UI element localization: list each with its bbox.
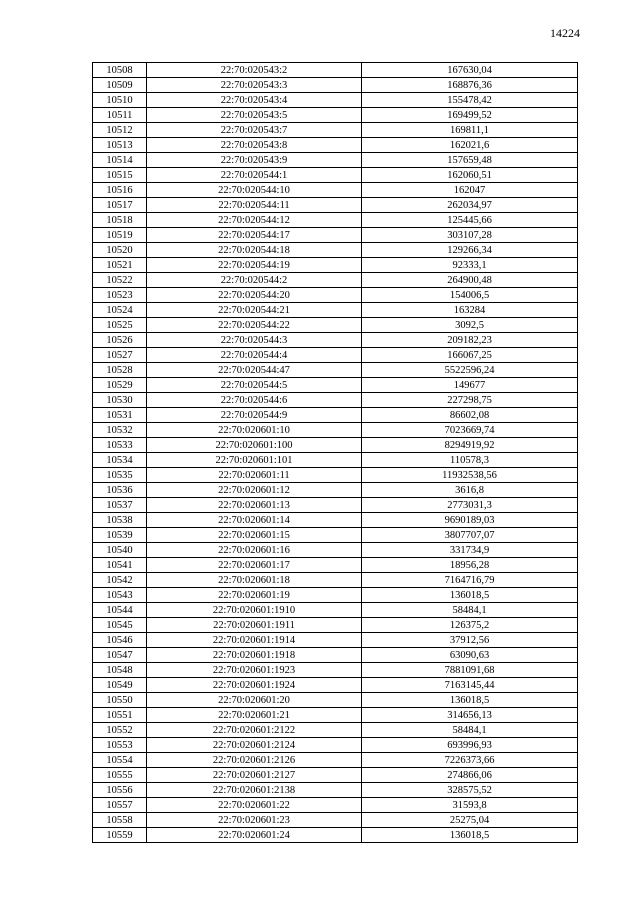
cadastral-number-cell: 22:70:020601:2124: [147, 738, 362, 753]
row-number-cell: 10529: [93, 378, 147, 393]
table-row: [93, 783, 578, 798]
value-cell: 136018,5: [362, 588, 578, 603]
table-row: [93, 573, 578, 588]
table-row: [93, 618, 578, 633]
table-row: [93, 453, 578, 468]
table-row: [93, 273, 578, 288]
table-row: [93, 768, 578, 783]
cadastral-number-cell: 22:70:020601:1923: [147, 663, 362, 678]
table-row: [93, 183, 578, 198]
cadastral-number-cell: 22:70:020601:12: [147, 483, 362, 498]
table-row: [93, 228, 578, 243]
table-row: [93, 498, 578, 513]
value-cell: 314656,13: [362, 708, 578, 723]
value-cell: 9690189,03: [362, 513, 578, 528]
value-cell: 167630,04: [362, 63, 578, 78]
value-cell: 209182,23: [362, 333, 578, 348]
value-cell: 7881091,68: [362, 663, 578, 678]
value-cell: 8294919,92: [362, 438, 578, 453]
table-row: [93, 438, 578, 453]
table-row: [93, 828, 578, 843]
cadastral-number-cell: 22:70:020544:20: [147, 288, 362, 303]
cadastral-number-cell: 22:70:020601:2122: [147, 723, 362, 738]
cadastral-number-cell: 22:70:020601:19: [147, 588, 362, 603]
value-cell: 7023669,74: [362, 423, 578, 438]
value-cell: 162047: [362, 183, 578, 198]
cadastral-number-cell: 22:70:020544:18: [147, 243, 362, 258]
value-cell: 303107,28: [362, 228, 578, 243]
row-number-cell: 10515: [93, 168, 147, 183]
row-number-cell: 10558: [93, 813, 147, 828]
row-number-cell: 10517: [93, 198, 147, 213]
cadastral-number-cell: 22:70:020544:47: [147, 363, 362, 378]
row-number-cell: 10548: [93, 663, 147, 678]
row-number-cell: 10549: [93, 678, 147, 693]
table-row: [93, 588, 578, 603]
cadastral-number-cell: 22:70:020543:8: [147, 138, 362, 153]
table-row: [93, 513, 578, 528]
row-number-cell: 10519: [93, 228, 147, 243]
table-row: [93, 198, 578, 213]
row-number-cell: 10551: [93, 708, 147, 723]
row-number-cell: 10556: [93, 783, 147, 798]
cadastral-number-cell: 22:70:020543:2: [147, 63, 362, 78]
cadastral-number-cell: 22:70:020601:17: [147, 558, 362, 573]
table-row: [93, 558, 578, 573]
cadastral-number-cell: 22:70:020544:19: [147, 258, 362, 273]
value-cell: 7226373,66: [362, 753, 578, 768]
table-row: [93, 528, 578, 543]
cadastral-number-cell: 22:70:020601:15: [147, 528, 362, 543]
cadastral-number-cell: 22:70:020601:10: [147, 423, 362, 438]
value-cell: 3092,5: [362, 318, 578, 333]
row-number-cell: 10532: [93, 423, 147, 438]
row-number-cell: 10528: [93, 363, 147, 378]
value-cell: 31593,8: [362, 798, 578, 813]
cadastral-number-cell: 22:70:020601:1914: [147, 633, 362, 648]
cadastral-number-cell: 22:70:020544:22: [147, 318, 362, 333]
row-number-cell: 10540: [93, 543, 147, 558]
table-row: [93, 213, 578, 228]
value-cell: 7164716,79: [362, 573, 578, 588]
cadastral-number-cell: 22:70:020601:2138: [147, 783, 362, 798]
row-number-cell: 10530: [93, 393, 147, 408]
table-row: [93, 753, 578, 768]
value-cell: 7163145,44: [362, 678, 578, 693]
value-cell: 58484,1: [362, 723, 578, 738]
page-number: 14224: [550, 26, 580, 40]
row-number-cell: 10518: [93, 213, 147, 228]
value-cell: 136018,5: [362, 693, 578, 708]
row-number-cell: 10522: [93, 273, 147, 288]
value-cell: 18956,28: [362, 558, 578, 573]
value-cell: 37912,56: [362, 633, 578, 648]
cadastral-number-cell: 22:70:020601:11: [147, 468, 362, 483]
value-cell: 126375,2: [362, 618, 578, 633]
table-row: [93, 93, 578, 108]
table-row: [93, 708, 578, 723]
table-row: [93, 723, 578, 738]
value-cell: 58484,1: [362, 603, 578, 618]
row-number-cell: 10523: [93, 288, 147, 303]
cadastral-number-cell: 22:70:020544:10: [147, 183, 362, 198]
row-number-cell: 10508: [93, 63, 147, 78]
table-row: [93, 138, 578, 153]
cadastral-number-cell: 22:70:020544:4: [147, 348, 362, 363]
cadastral-number-cell: 22:70:020543:5: [147, 108, 362, 123]
table-row: [93, 393, 578, 408]
cadastral-number-cell: 22:70:020544:21: [147, 303, 362, 318]
value-cell: 2773031,3: [362, 498, 578, 513]
row-number-cell: 10537: [93, 498, 147, 513]
table-row: [93, 153, 578, 168]
row-number-cell: 10554: [93, 753, 147, 768]
cadastral-number-cell: 22:70:020601:100: [147, 438, 362, 453]
row-number-cell: 10550: [93, 693, 147, 708]
value-cell: 227298,75: [362, 393, 578, 408]
table-row: [93, 678, 578, 693]
value-cell: 63090,63: [362, 648, 578, 663]
cadastral-number-cell: 22:70:020601:1918: [147, 648, 362, 663]
row-number-cell: 10533: [93, 438, 147, 453]
value-cell: 110578,3: [362, 453, 578, 468]
table-row: [93, 318, 578, 333]
table-row: [93, 78, 578, 93]
table-row: [93, 108, 578, 123]
table-row: [93, 648, 578, 663]
cadastral-number-cell: 22:70:020601:1924: [147, 678, 362, 693]
cadastral-number-cell: 22:70:020601:18: [147, 573, 362, 588]
table-body: [93, 63, 578, 843]
table-row: [93, 663, 578, 678]
row-number-cell: 10539: [93, 528, 147, 543]
table-row: [93, 468, 578, 483]
cadastral-number-cell: 22:70:020543:4: [147, 93, 362, 108]
table-row: [93, 333, 578, 348]
value-cell: 162021,6: [362, 138, 578, 153]
table-row: [93, 63, 578, 78]
table-row: [93, 348, 578, 363]
row-number-cell: 10514: [93, 153, 147, 168]
value-cell: 125445,66: [362, 213, 578, 228]
row-number-cell: 10512: [93, 123, 147, 138]
table-row: [93, 813, 578, 828]
table-row: [93, 798, 578, 813]
value-cell: 262034,97: [362, 198, 578, 213]
cadastral-number-cell: 22:70:020544:6: [147, 393, 362, 408]
value-cell: 274866,06: [362, 768, 578, 783]
row-number-cell: 10526: [93, 333, 147, 348]
row-number-cell: 10524: [93, 303, 147, 318]
cadastral-number-cell: 22:70:020601:24: [147, 828, 362, 843]
cadastral-number-cell: 22:70:020543:9: [147, 153, 362, 168]
table-row: [93, 363, 578, 378]
table-row: [93, 543, 578, 558]
row-number-cell: 10534: [93, 453, 147, 468]
cadastral-number-cell: 22:70:020543:7: [147, 123, 362, 138]
cadastral-number-cell: 22:70:020601:1911: [147, 618, 362, 633]
cadastral-number-cell: 22:70:020601:1910: [147, 603, 362, 618]
value-cell: 5522596,24: [362, 363, 578, 378]
cadastral-table: [92, 62, 578, 843]
value-cell: 25275,04: [362, 813, 578, 828]
row-number-cell: 10536: [93, 483, 147, 498]
row-number-cell: 10541: [93, 558, 147, 573]
row-number-cell: 10555: [93, 768, 147, 783]
row-number-cell: 10510: [93, 93, 147, 108]
value-cell: 693996,93: [362, 738, 578, 753]
row-number-cell: 10557: [93, 798, 147, 813]
table-row: [93, 168, 578, 183]
value-cell: 11932538,56: [362, 468, 578, 483]
row-number-cell: 10547: [93, 648, 147, 663]
value-cell: 166067,25: [362, 348, 578, 363]
cadastral-number-cell: 22:70:020544:2: [147, 273, 362, 288]
value-cell: 92333,1: [362, 258, 578, 273]
cadastral-number-cell: 22:70:020544:12: [147, 213, 362, 228]
value-cell: 169499,52: [362, 108, 578, 123]
value-cell: 3616,8: [362, 483, 578, 498]
cadastral-number-cell: 22:70:020601:2127: [147, 768, 362, 783]
table-row: [93, 288, 578, 303]
cadastral-number-cell: 22:70:020543:3: [147, 78, 362, 93]
row-number-cell: 10535: [93, 468, 147, 483]
row-number-cell: 10525: [93, 318, 147, 333]
row-number-cell: 10531: [93, 408, 147, 423]
cadastral-number-cell: 22:70:020601:101: [147, 453, 362, 468]
cadastral-number-cell: 22:70:020601:16: [147, 543, 362, 558]
row-number-cell: 10520: [93, 243, 147, 258]
value-cell: 163284: [362, 303, 578, 318]
table-row: [93, 258, 578, 273]
cadastral-number-cell: 22:70:020601:22: [147, 798, 362, 813]
cadastral-number-cell: 22:70:020544:3: [147, 333, 362, 348]
cadastral-number-cell: 22:70:020601:13: [147, 498, 362, 513]
cadastral-number-cell: 22:70:020544:11: [147, 198, 362, 213]
cadastral-number-cell: 22:70:020601:14: [147, 513, 362, 528]
cadastral-number-cell: 22:70:020601:21: [147, 708, 362, 723]
table-row: [93, 123, 578, 138]
value-cell: 157659,48: [362, 153, 578, 168]
value-cell: 155478,42: [362, 93, 578, 108]
cadastral-number-cell: 22:70:020544:9: [147, 408, 362, 423]
row-number-cell: 10538: [93, 513, 147, 528]
row-number-cell: 10544: [93, 603, 147, 618]
value-cell: 149677: [362, 378, 578, 393]
row-number-cell: 10511: [93, 108, 147, 123]
row-number-cell: 10545: [93, 618, 147, 633]
value-cell: 129266,34: [362, 243, 578, 258]
cadastral-number-cell: 22:70:020544:17: [147, 228, 362, 243]
cadastral-number-cell: 22:70:020544:5: [147, 378, 362, 393]
value-cell: 154006,5: [362, 288, 578, 303]
value-cell: 331734,9: [362, 543, 578, 558]
row-number-cell: 10513: [93, 138, 147, 153]
row-number-cell: 10521: [93, 258, 147, 273]
row-number-cell: 10552: [93, 723, 147, 738]
value-cell: 3807707,07: [362, 528, 578, 543]
table-row: [93, 603, 578, 618]
value-cell: 264900,48: [362, 273, 578, 288]
value-cell: 162060,51: [362, 168, 578, 183]
row-number-cell: 10553: [93, 738, 147, 753]
value-cell: 86602,08: [362, 408, 578, 423]
table-row: [93, 423, 578, 438]
row-number-cell: 10543: [93, 588, 147, 603]
table-row: [93, 738, 578, 753]
row-number-cell: 10542: [93, 573, 147, 588]
row-number-cell: 10527: [93, 348, 147, 363]
table-row: [93, 378, 578, 393]
cadastral-number-cell: 22:70:020601:20: [147, 693, 362, 708]
cadastral-number-cell: 22:70:020544:1: [147, 168, 362, 183]
table-row: [93, 243, 578, 258]
table-row: [93, 303, 578, 318]
row-number-cell: 10516: [93, 183, 147, 198]
table-row: [93, 408, 578, 423]
table-row: [93, 693, 578, 708]
row-number-cell: 10546: [93, 633, 147, 648]
value-cell: 169811,1: [362, 123, 578, 138]
table-row: [93, 633, 578, 648]
row-number-cell: 10559: [93, 828, 147, 843]
cadastral-number-cell: 22:70:020601:23: [147, 813, 362, 828]
value-cell: 136018,5: [362, 828, 578, 843]
value-cell: 168876,36: [362, 78, 578, 93]
table-row: [93, 483, 578, 498]
cadastral-number-cell: 22:70:020601:2126: [147, 753, 362, 768]
value-cell: 328575,52: [362, 783, 578, 798]
row-number-cell: 10509: [93, 78, 147, 93]
